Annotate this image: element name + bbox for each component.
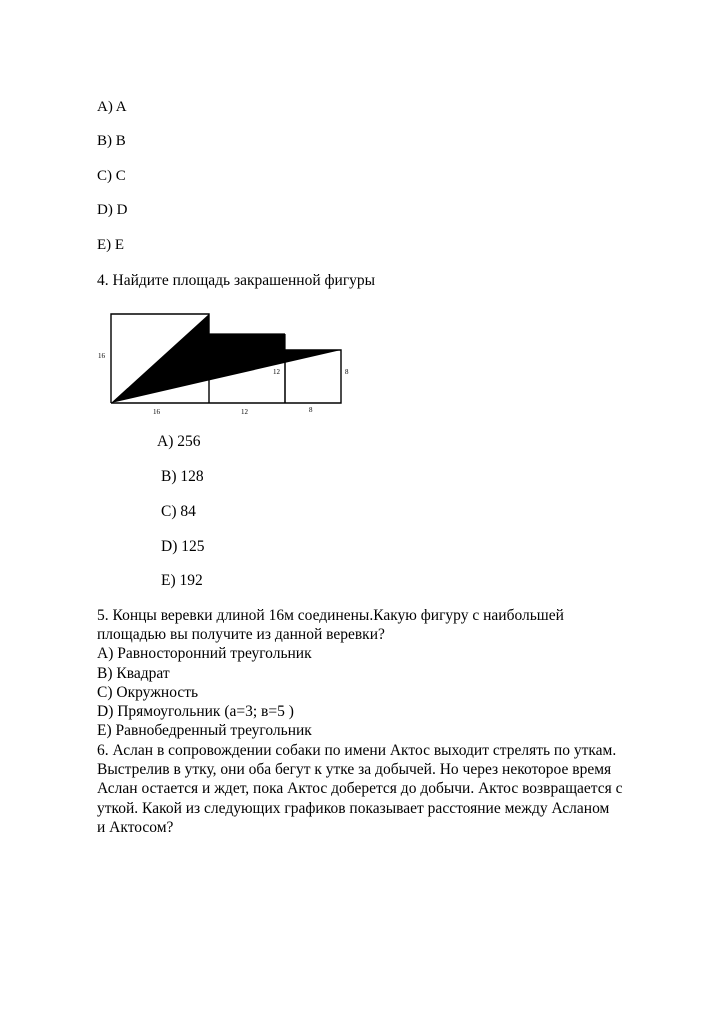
option-d-prev: D) D xyxy=(97,202,128,218)
question-5-text-line-2: площадью вы получите из данной веревки? xyxy=(97,626,385,644)
option-b-prev: B) B xyxy=(97,133,126,149)
question-6-line-3: Аслан остается и ждет, пока Актос доберется до добычи. Актос возвращается с xyxy=(97,780,623,798)
q4-option-e: E) 192 xyxy=(161,572,203,589)
q5-option-b: B) Квадрат xyxy=(97,664,170,682)
question-6-block xyxy=(97,741,623,837)
q5-option-e: E) Равнобедренный треугольник xyxy=(97,722,312,740)
option-c-prev: C) C xyxy=(97,168,126,184)
q4-option-b: B) 128 xyxy=(161,468,204,485)
label-inner-12: 12 xyxy=(273,368,280,376)
question-5-block xyxy=(97,606,564,740)
label-bottom-16: 16 xyxy=(153,408,160,416)
option-a-prev: A) A xyxy=(97,99,127,115)
q4-option-a: A) 256 xyxy=(157,433,201,450)
question-6-line-4: уткой. Какой из следующих графиков показывает расстояние между Асланом xyxy=(97,799,610,817)
label-right-8: 8 xyxy=(345,368,349,376)
q4-option-d: D) 125 xyxy=(161,538,205,555)
q5-option-a: A) Равносторонний треугольник xyxy=(97,645,312,663)
question-6-line-1: 6. Аслан в сопровождении собаки по имени Актос выходит стрелять по уткам. xyxy=(97,742,617,759)
label-left-16: 16 xyxy=(98,352,105,360)
question-6-line-5: и Актосом? xyxy=(97,818,174,836)
q4-option-c: C) 84 xyxy=(161,503,196,520)
shaded-region xyxy=(111,314,341,403)
question-4-text: 4. Найдите площадь закрашенной фигуры xyxy=(97,272,376,289)
option-e-prev: E) E xyxy=(97,237,125,253)
question-5-text-line-1: 5. Концы веревки длиной 16м соединены.Какую фигуру с наибольшей xyxy=(97,607,564,624)
label-bottom-8: 8 xyxy=(309,406,313,414)
label-bottom-12: 12 xyxy=(241,408,248,416)
q5-option-d: D) Прямоугольник (а=3; в=5 ) xyxy=(97,703,294,721)
q5-option-c: C) Окружность xyxy=(97,683,199,701)
shaded-figure-diagram xyxy=(98,308,355,420)
question-6-line-2: Выстрелив в утку, они оба бегут к утке за добычей. Но через некоторое время xyxy=(97,761,612,779)
